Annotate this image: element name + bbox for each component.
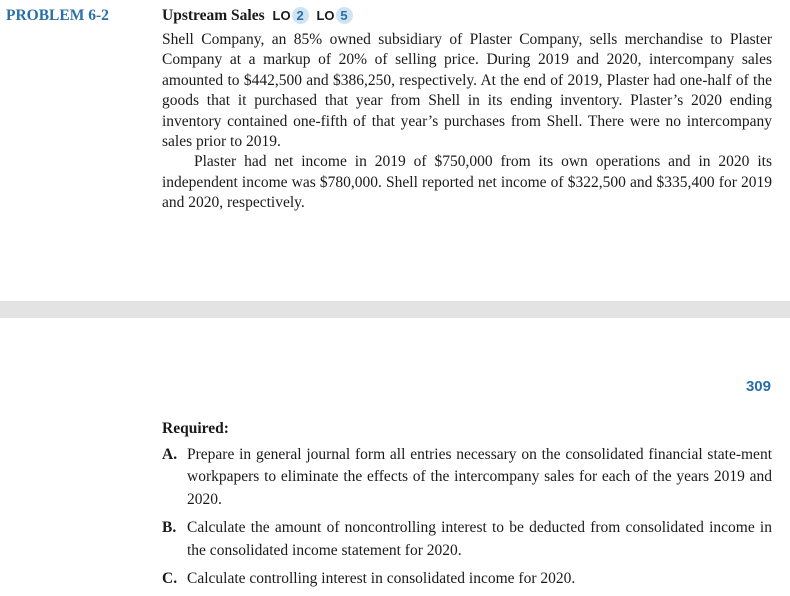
required-list [162,444,772,596]
lo-prefix: LO [316,8,335,23]
required-text: Calculate controlling interest in consolidated income for 2020. [187,570,576,588]
body-paragraph: Shell Company, an 85% owned subsidiary of Plaster Company, sells merchandise to Plaster Company at a markup of 20% of selling price. During 2019 and 2020, intercompany sales amounted to $442,500 and $386,250, respectively. At the end of 2019, Plaster had one-half of the goods that it purchased that year from Shell in its ending inventory. Plaster’s 2020 ending inventory contained one-fifth of that year’s purchases from Shell. There were no intercompany sales prior to 2019. [162,31,772,151]
page-divider [0,301,790,318]
required-item [162,444,772,511]
required-text: Calculate the amount of noncontrolling interest to be deducted from consolidated income in the consolidated income statement for 2020. [187,519,772,559]
lo-number: 5 [336,7,353,24]
learning-objective-badge [316,8,352,23]
problem-label: PROBLEM 6-2 [6,7,109,24]
required-item [162,517,772,562]
problem-heading [162,7,353,25]
required-item [162,568,772,590]
learning-objective-badge [273,8,309,23]
required-letter: B. [162,519,177,537]
body-paragraph: Plaster had net income in 2019 of $750,000 from its own operations and in 2020 its independent income was $780,000. Shell reported net income of $322,500 and $335,400 for 2019 and 2020, respectively. [162,153,772,212]
page-number: 309 [745,378,771,395]
problem-body [162,30,772,214]
required-letter: C. [162,570,178,588]
lo-number: 2 [292,7,309,24]
lo-prefix: LO [272,8,291,23]
required-text: Prepare in general journal form all entries necessary on the consolidated financial state-ment workpapers to eliminate the effects of the intercompany sales for each of the years 2019 and 2020. [187,446,772,508]
required-heading: Required: [162,420,229,437]
problem-title: Upstream Sales [162,7,265,24]
required-letter: A. [162,446,178,463]
